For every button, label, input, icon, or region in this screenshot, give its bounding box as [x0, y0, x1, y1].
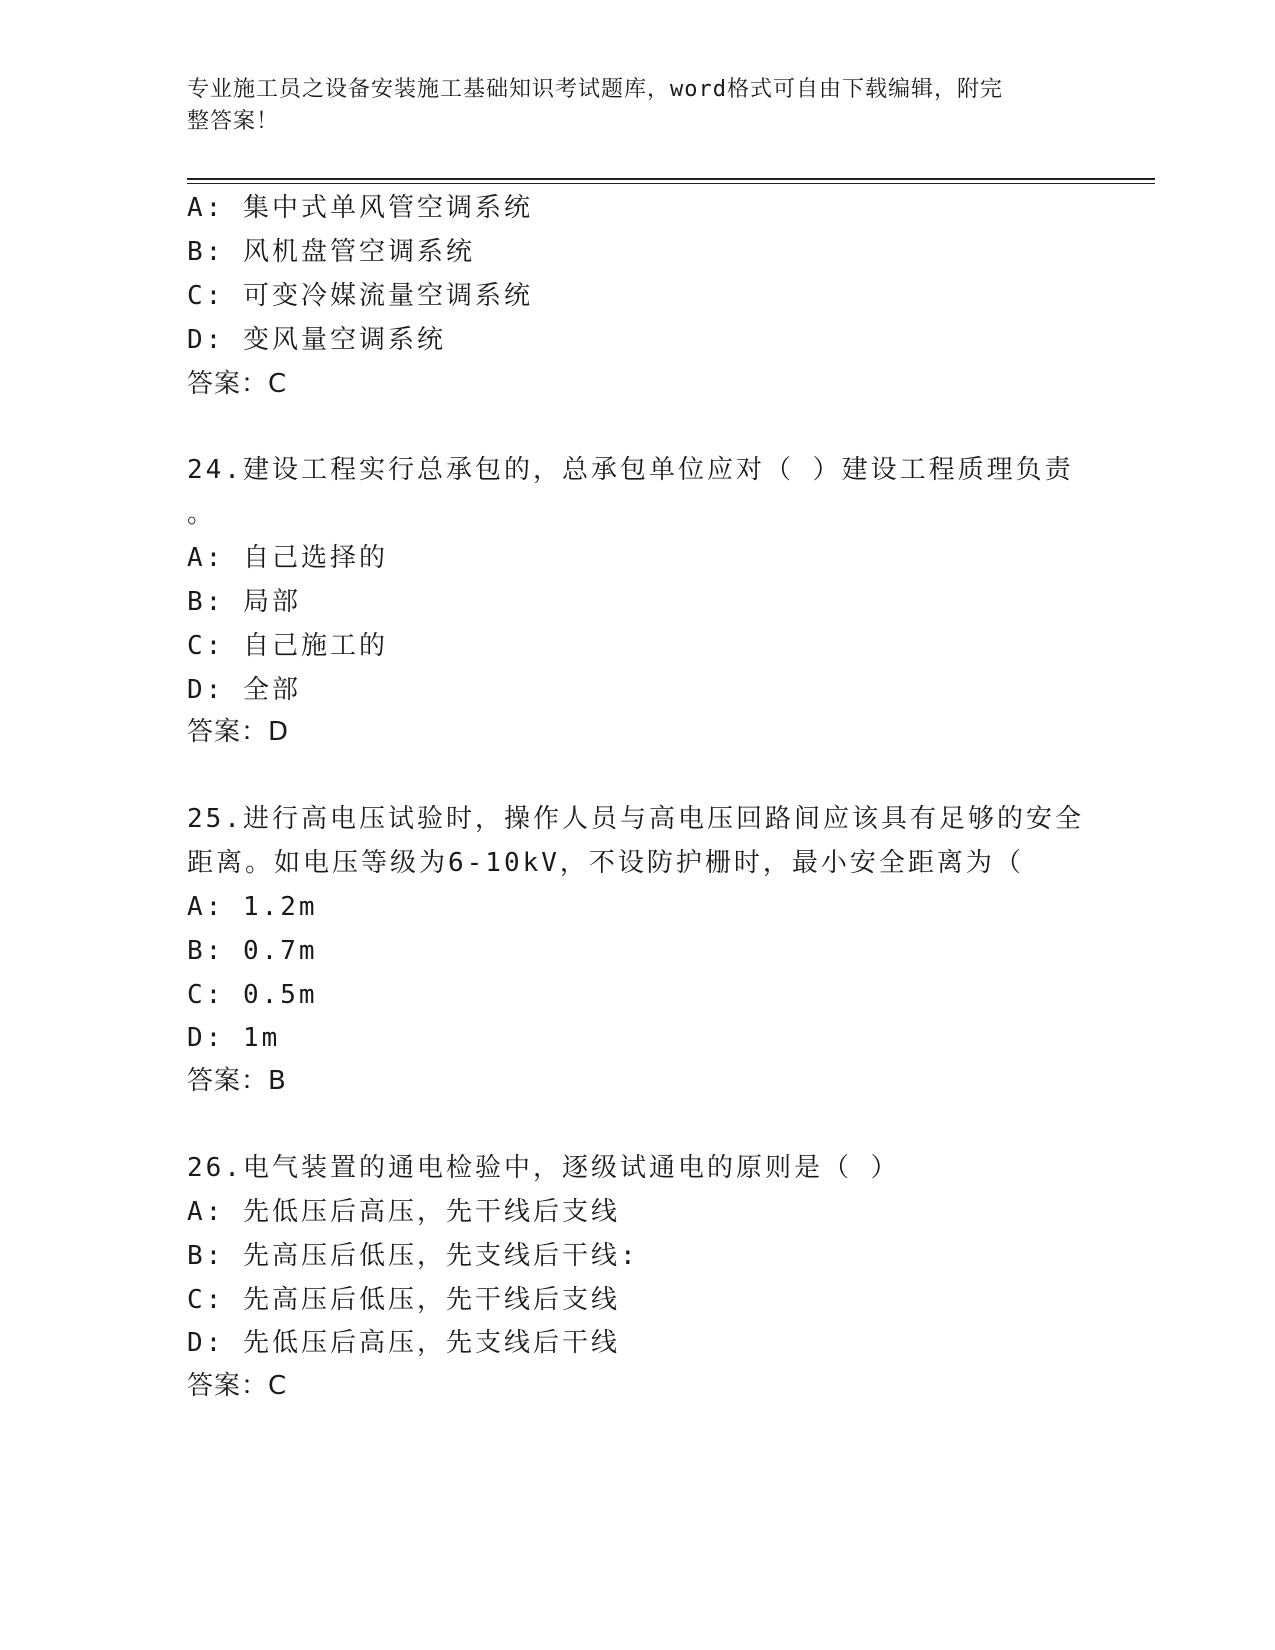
q25-answer: 答案：B: [187, 1066, 287, 1096]
document-header: [187, 74, 1067, 138]
q24-stem-line-2: 。: [187, 499, 217, 529]
q24-option-c: C: 自己施工的: [187, 631, 388, 661]
q25-option-b: B: 0.7m: [187, 936, 318, 966]
q25-stem-line-2: 距离。如电压等级为6-10kV，不设防护栅时，最小安全距离为（: [187, 848, 1024, 878]
header-divider-thin: [187, 183, 1155, 184]
q23-option-b: B: 风机盘管空调系统: [187, 237, 475, 267]
q24-option-d: D: 全部: [187, 675, 301, 705]
q26-answer: 答案：C: [187, 1371, 288, 1401]
q23-answer: 答案：C: [187, 369, 288, 399]
q26-stem-line-1: 26.电气装置的通电检验中，逐级试通电的原则是（ ）: [187, 1153, 900, 1183]
header-line-2: 整答案！: [187, 109, 280, 134]
q26-option-b: B: 先高压后低压，先支线后干线:: [187, 1241, 639, 1271]
q26-option-c: C: 先高压后低压，先干线后支线: [187, 1285, 620, 1315]
q23-option-d: D: 变风量空调系统: [187, 325, 446, 355]
q24-option-a: A: 自己选择的: [187, 543, 388, 573]
q24-option-b: B: 局部: [187, 587, 301, 617]
q23-option-a: A: 集中式单风管空调系统: [187, 193, 533, 223]
header-divider-thick: [187, 178, 1155, 180]
q24-answer: 答案：D: [187, 717, 290, 747]
q25-option-c: C: 0.5m: [187, 980, 318, 1010]
q26-option-d: D: 先低压后高压，先支线后干线: [187, 1328, 620, 1358]
q25-option-d: D: 1m: [187, 1023, 281, 1053]
q24-stem-line-1: 24.建设工程实行总承包的，总承包单位应对（ ）建设工程质理负责: [187, 455, 1074, 485]
q25-option-a: A: 1.2m: [187, 892, 318, 922]
q25-stem-line-1: 25.进行高电压试验时，操作人员与高电压回路间应该具有足够的安全: [187, 804, 1084, 834]
q23-option-c: C: 可变冷媒流量空调系统: [187, 281, 533, 311]
header-line-1: 专业施工员之设备安装施工基础知识考试题库，word格式可自由下载编辑，附完: [187, 77, 1003, 102]
q26-option-a: A: 先低压后高压，先干线后支线: [187, 1197, 620, 1227]
